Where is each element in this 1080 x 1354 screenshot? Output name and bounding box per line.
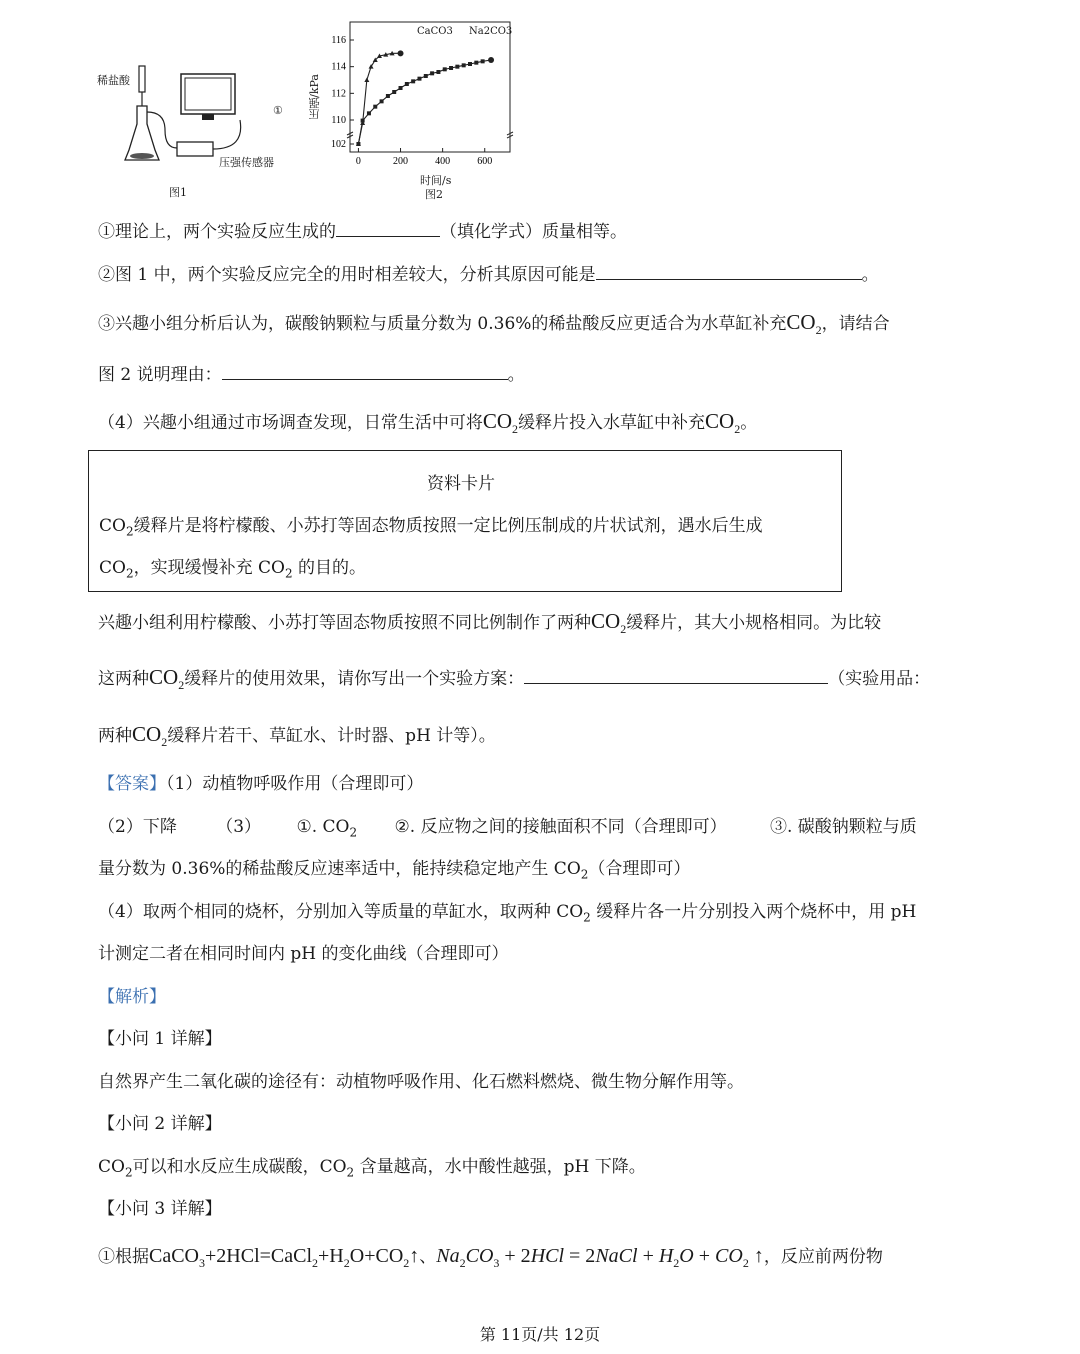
equation-na2co3: $Na_2CO_3 + 2HCl$ = 2NaCl + $H_2O + CO_2$ ↑ xyxy=(436,1245,764,1270)
data-point xyxy=(488,57,494,63)
data-point xyxy=(380,99,384,103)
data-point xyxy=(481,59,485,63)
paragraph-1 xyxy=(98,609,881,641)
answer-1: （1）动植物呼吸作用（合理即可） xyxy=(166,774,424,794)
figure-1 xyxy=(95,60,295,200)
paragraph-3 xyxy=(98,722,496,754)
data-point xyxy=(455,65,459,69)
x-tick-label: 400 xyxy=(435,156,451,167)
paragraph-3-text-b: 缓释片若干、草缸水、计时器、pH 计等）。 xyxy=(167,726,496,746)
paragraph-2 xyxy=(98,665,930,697)
x-axis-label: 时间/s xyxy=(420,174,452,187)
question-1-text-b: （填化学式）质量相等。 xyxy=(440,222,627,242)
answer-blank-1[interactable] xyxy=(336,218,440,237)
answer-2e: ③. 碳酸钠颗粒与质 xyxy=(769,817,917,837)
answer-4a: （4）取两个相同的烧杯，分别加入等质量的草缸水，取两种 CO xyxy=(98,902,584,922)
answer-line-1 xyxy=(98,772,423,796)
plot-frame xyxy=(350,22,513,152)
co2-formula: $CO_2$ xyxy=(132,722,168,750)
question-1-text-a: ①理论上，两个实验反应生成的 xyxy=(98,222,336,242)
co2-formula: $CO_2$ xyxy=(705,409,741,437)
question-3 xyxy=(98,310,890,342)
analysis-tag: 【解析】 xyxy=(98,987,166,1007)
answer-2b: （3） xyxy=(216,817,262,837)
data-point xyxy=(411,79,415,83)
answer-blank-2[interactable] xyxy=(596,261,862,280)
question-2-text-b: 。 xyxy=(861,265,879,285)
analysis-heading-2-text: 【小问 2 详解】 xyxy=(98,1114,222,1134)
answer-line-4: （4）取两个相同的烧杯，分别加入等质量的草缸水，取两种 $CO_2$ 缓释片各一片分别投入两个烧杯中，用 pH xyxy=(98,902,917,925)
answer-2d: ②. 反应物之间的接触面积不同（合理即可） xyxy=(394,817,727,837)
analysis-heading-1-text: 【小问 1 详解】 xyxy=(98,1029,222,1049)
co2-formula: $CO_2$ xyxy=(591,609,627,637)
paragraph-3-text-a: 两种 xyxy=(98,726,132,746)
data-point xyxy=(399,86,403,90)
analysis-heading-2 xyxy=(98,1112,222,1136)
analysis-text-3b: ，反应前两份物 xyxy=(763,1247,883,1267)
paragraph-1-text-b: 缓释片，其大小规格相同。为比较 xyxy=(626,613,882,633)
paragraph-2-text-a: 这两种 xyxy=(98,669,149,689)
answer-blank-4[interactable] xyxy=(524,665,828,684)
answer-2a: （2）下降 xyxy=(98,817,177,837)
data-point xyxy=(405,82,409,86)
answer-line-5 xyxy=(98,942,509,966)
info-card-line-2: $CO_2$，实现缓慢补充 $CO_2$ 的目的。 xyxy=(99,558,366,581)
figure-1-caption: 图1 xyxy=(169,186,187,199)
data-point xyxy=(398,50,404,56)
analysis-text-1 xyxy=(98,1070,744,1094)
pressure-chart xyxy=(305,14,520,204)
data-point xyxy=(449,66,453,70)
answer-line-3: 量分数为 0.36%的稀盐酸反应速率适中，能持续稳定地产生 $CO_2$（合理即可） xyxy=(98,859,691,882)
analysis-text-3a: ①根据 xyxy=(98,1247,149,1267)
y-tick-label: 112 xyxy=(331,88,346,100)
figure-2-caption: 图2 xyxy=(425,188,443,201)
x-tick-label: 600 xyxy=(477,156,493,167)
data-point xyxy=(373,105,377,109)
co2-formula: $CO_2$ xyxy=(786,310,822,338)
co2-formula: $CO_2$ xyxy=(482,409,519,437)
data-point xyxy=(367,111,371,115)
answer-tag: 【答案】 xyxy=(98,774,166,794)
sensor-label: 压强传感器 xyxy=(219,156,274,169)
answer-5: 计测定二者在相同时间内 pH 的变化曲线（合理即可） xyxy=(98,944,509,964)
question-4 xyxy=(98,409,757,441)
question-4-text-b: 缓释片投入水草缸中补充 xyxy=(518,413,706,433)
answer-blank-3[interactable] xyxy=(222,361,508,380)
series-label-caco3: CaCO3 xyxy=(417,26,453,37)
data-point xyxy=(364,78,369,83)
series-label-na2co3: Na2CO3 xyxy=(469,26,513,37)
data-point xyxy=(392,90,396,94)
analysis-text-3: ①根据$CaCO_3+2HCl=CaCl_2+H_2O+CO_2↑$、$Na_2CO_3 + 2HCl$ = 2NaCl + $H_2O + CO_2$ ↑，反应前两份物 xyxy=(98,1245,883,1270)
y-tick-label: 116 xyxy=(331,35,346,46)
data-point xyxy=(417,77,421,81)
data-point xyxy=(474,61,478,65)
question-3-reason-text-a: 图 2 说明理由： xyxy=(98,365,222,385)
data-point xyxy=(443,67,447,71)
data-point xyxy=(436,70,440,74)
paragraph-1-text-a: 兴趣小组利用柠檬酸、小苏打等固态物质按照不同比例制作了两种 xyxy=(98,613,591,633)
question-2 xyxy=(98,261,879,287)
data-point xyxy=(468,62,472,66)
info-card-title: 资料卡片 xyxy=(427,474,495,494)
x-tick-label: 200 xyxy=(393,156,409,167)
acid-label: 稀盐酸 xyxy=(97,74,130,87)
answer-2c: ①. $CO_2$ xyxy=(296,817,358,840)
answer-line-2 xyxy=(98,815,917,844)
analysis-text-2b: 含量越高，水中酸性越强，pH 下降。 xyxy=(354,1157,646,1177)
y-axis-label: 压强/kPa xyxy=(308,74,321,120)
figure-2 xyxy=(305,14,520,204)
answer-3b: （合理即可） xyxy=(588,859,691,879)
question-1 xyxy=(98,218,627,244)
data-point xyxy=(361,119,365,123)
paragraph-2-text-b: 缓释片的使用效果，请你写出一个实验方案： xyxy=(184,669,525,689)
data-point xyxy=(430,71,434,75)
analysis-tag-line xyxy=(98,985,166,1009)
info-card xyxy=(88,450,842,592)
y-tick-label: 102 xyxy=(331,139,346,150)
data-point xyxy=(462,63,466,67)
figure-marker: ① xyxy=(273,104,283,117)
answer-3a: 量分数为 0.36%的稀盐酸反应速率适中，能持续稳定地产生 CO xyxy=(98,859,581,879)
equation-caco3: $CaCO_3+2HCl=CaCl_2+H_2O+CO_2↑$ xyxy=(149,1245,420,1270)
analysis-heading-3 xyxy=(98,1197,222,1221)
info-card-line-1: $CO_2$缓释片是将柠檬酸、小苏打等固态物质按照一定比例压制成的片状试剂，遇水后生成 xyxy=(99,516,763,539)
page-footer: 第 11页/共 12页 xyxy=(479,1325,601,1344)
series-line-caco3 xyxy=(358,53,400,144)
paragraph-2-text-c: （实验用品： xyxy=(828,669,931,689)
question-3-text-b: ，请结合 xyxy=(821,314,890,334)
y-tick-label: 110 xyxy=(331,115,346,126)
question-3-text-a: ③兴趣小组分析后认为，碳酸钠颗粒与质量分数为 0.36%的稀盐酸反应更适合为水草缸补充 xyxy=(98,314,787,334)
analysis-text-1-content: 自然界产生二氧化碳的途径有：动植物呼吸作用、化石燃料燃烧、微生物分解作用等。 xyxy=(98,1072,744,1092)
analysis-heading-3-text: 【小问 3 详解】 xyxy=(98,1199,222,1219)
question-2-text-a: ②图 1 中，两个实验反应完全的用时相差较大，分析其原因可能是 xyxy=(98,265,596,285)
analysis-text-2a: 可以和水反应生成碳酸， xyxy=(132,1157,320,1177)
analysis-text-2: $CO_2$可以和水反应生成碳酸，$CO_2$ 含量越高，水中酸性越强，pH 下降。 xyxy=(98,1157,646,1180)
y-tick-label: 114 xyxy=(331,61,346,73)
co2-formula: $CO_2$ xyxy=(149,665,185,693)
data-point xyxy=(356,142,360,146)
answer-4b: 缓释片各一片分别投入两个烧杯中，用 pH xyxy=(590,902,917,922)
data-point xyxy=(386,94,390,98)
data-point xyxy=(424,74,428,78)
analysis-heading-1 xyxy=(98,1027,222,1051)
question-4-text-c: 。 xyxy=(740,413,758,433)
series-line-na2co3 xyxy=(358,60,491,144)
question-4-text-a: （4）兴趣小组通过市场调查发现，日常生活中可将 xyxy=(98,413,483,433)
x-tick-label: 0 xyxy=(355,156,361,167)
question-3-reason-text-b: 。 xyxy=(507,365,525,385)
question-3-reason xyxy=(98,361,525,387)
